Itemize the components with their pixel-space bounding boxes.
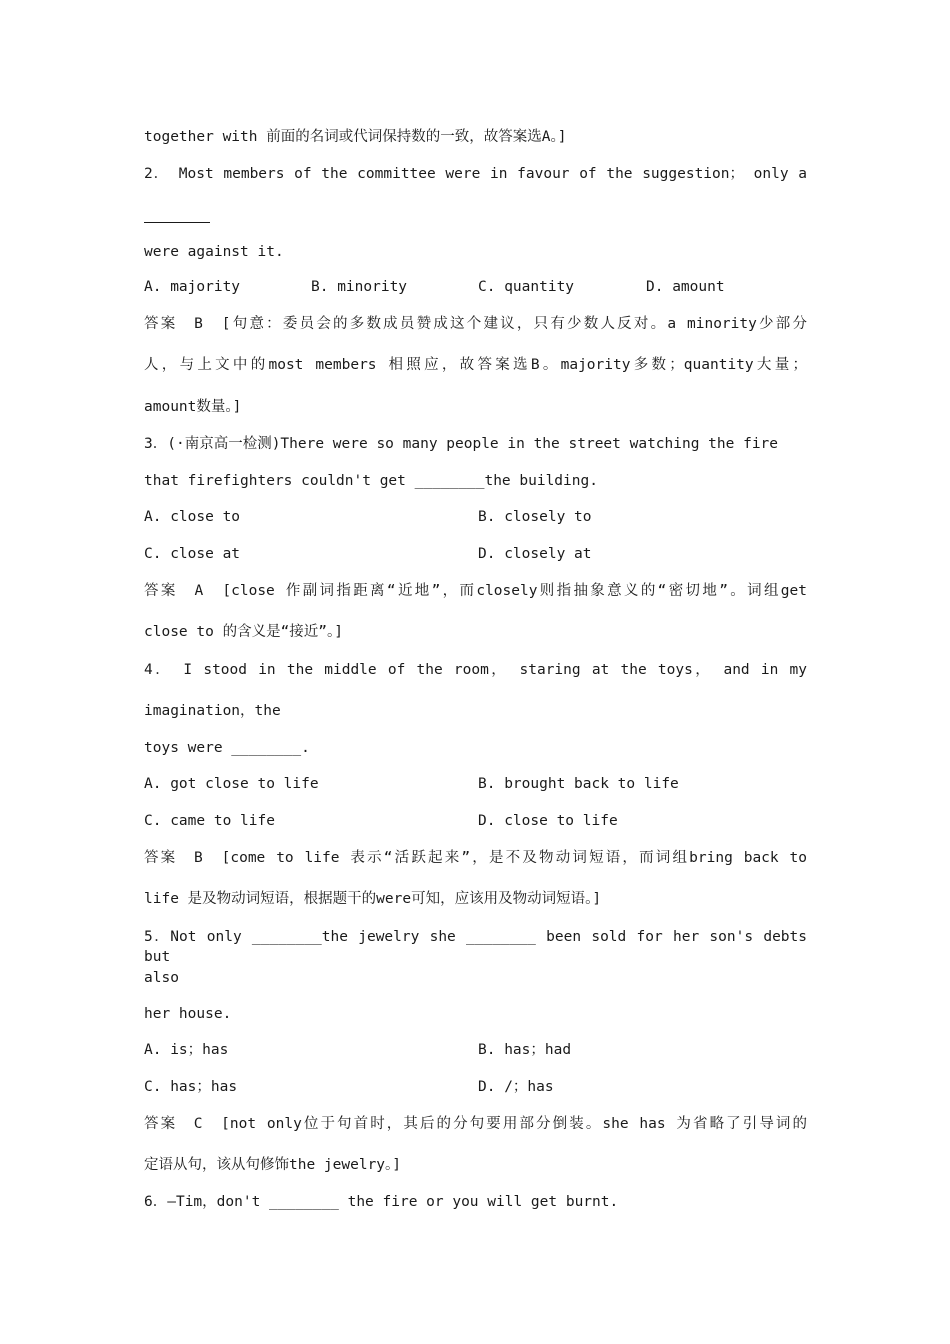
option-a: A. is；has: [144, 1042, 229, 1058]
question-6-stem: 6．—Tim，don't ________ the fire or you will get burnt.: [144, 1194, 619, 1210]
option-c: C. came to life: [144, 813, 275, 829]
answer-explanation: amount数量。]: [144, 399, 242, 415]
answer-explanation: life 是及物动词短语，根据题干的were可知，应该用及物动词短语。]: [144, 891, 602, 907]
question-5-stem-cont: her house.: [144, 1006, 232, 1022]
answer-explanation: 定语从句，该从句修饰the jewelry。]: [144, 1157, 402, 1173]
option-b: B. brought back to life: [478, 776, 679, 792]
question-3-stem-cont: that firefighters couldn't get ________the building.: [144, 473, 598, 489]
question-5-stem: 5．Not only ________the jewelry she ________ been sold for her son's debts but: [144, 929, 807, 965]
question-5-stem-cont: also: [144, 970, 179, 986]
answer-explanation: 人，与上文中的most members 相照应，故答案选B。majority多数；quantity大量；: [144, 357, 807, 373]
answer-explanation: 答案 A [close 作副词指距离“近地”，而closely则指抽象意义的“密切地”。词组get: [144, 583, 807, 599]
option-a: A. majority: [144, 279, 241, 295]
option-c: C. has；has: [144, 1079, 238, 1095]
question-4-stem-cont: imagination，the: [144, 703, 281, 719]
option-a: A. close to: [144, 509, 241, 525]
question-4-stem: 4． I stood in the middle of the room， staring at the toys， and in my: [144, 662, 807, 678]
question-4-stem-cont: toys were ________.: [144, 740, 310, 756]
option-c: C. quantity: [478, 279, 575, 295]
answer-blank: [144, 222, 210, 223]
option-a: A. got close to life: [144, 776, 319, 792]
question-2-stem: 2． Most members of the committee were in favour of the suggestion； only a: [144, 166, 807, 182]
option-b: B. has；had: [478, 1042, 572, 1058]
answer-explanation: 答案 B [come to life 表示“活跃起来”，是不及物动词短语，而词组bring back to: [144, 850, 807, 866]
option-d: D. closely at: [478, 546, 592, 562]
question-3-stem: 3．(·南京高一检测)There were so many people in the street watching the fire: [144, 436, 779, 452]
text-line: together with 前面的名词或代词保持数的一致，故答案选A。]: [144, 129, 567, 145]
option-d: D. close to life: [478, 813, 618, 829]
question-2-stem-cont: were against it.: [144, 244, 284, 260]
option-d: D. /；has: [478, 1079, 554, 1095]
question-2-options: [144, 277, 807, 297]
answer-explanation: 答案 B [句意：委员会的多数成员赞成这个建议，只有少数人反对。a minority少部分: [144, 316, 807, 332]
answer-explanation: close to 的含义是“接近”。]: [144, 624, 344, 640]
option-b: B. closely to: [478, 509, 592, 525]
answer-explanation: 答案 C [not only位于句首时，其后的分句要用部分倒装。she has 为省略了引导词的: [144, 1116, 807, 1132]
option-d: D. amount: [646, 279, 725, 295]
option-c: C. close at: [144, 546, 241, 562]
option-b: B. minority: [311, 279, 408, 295]
